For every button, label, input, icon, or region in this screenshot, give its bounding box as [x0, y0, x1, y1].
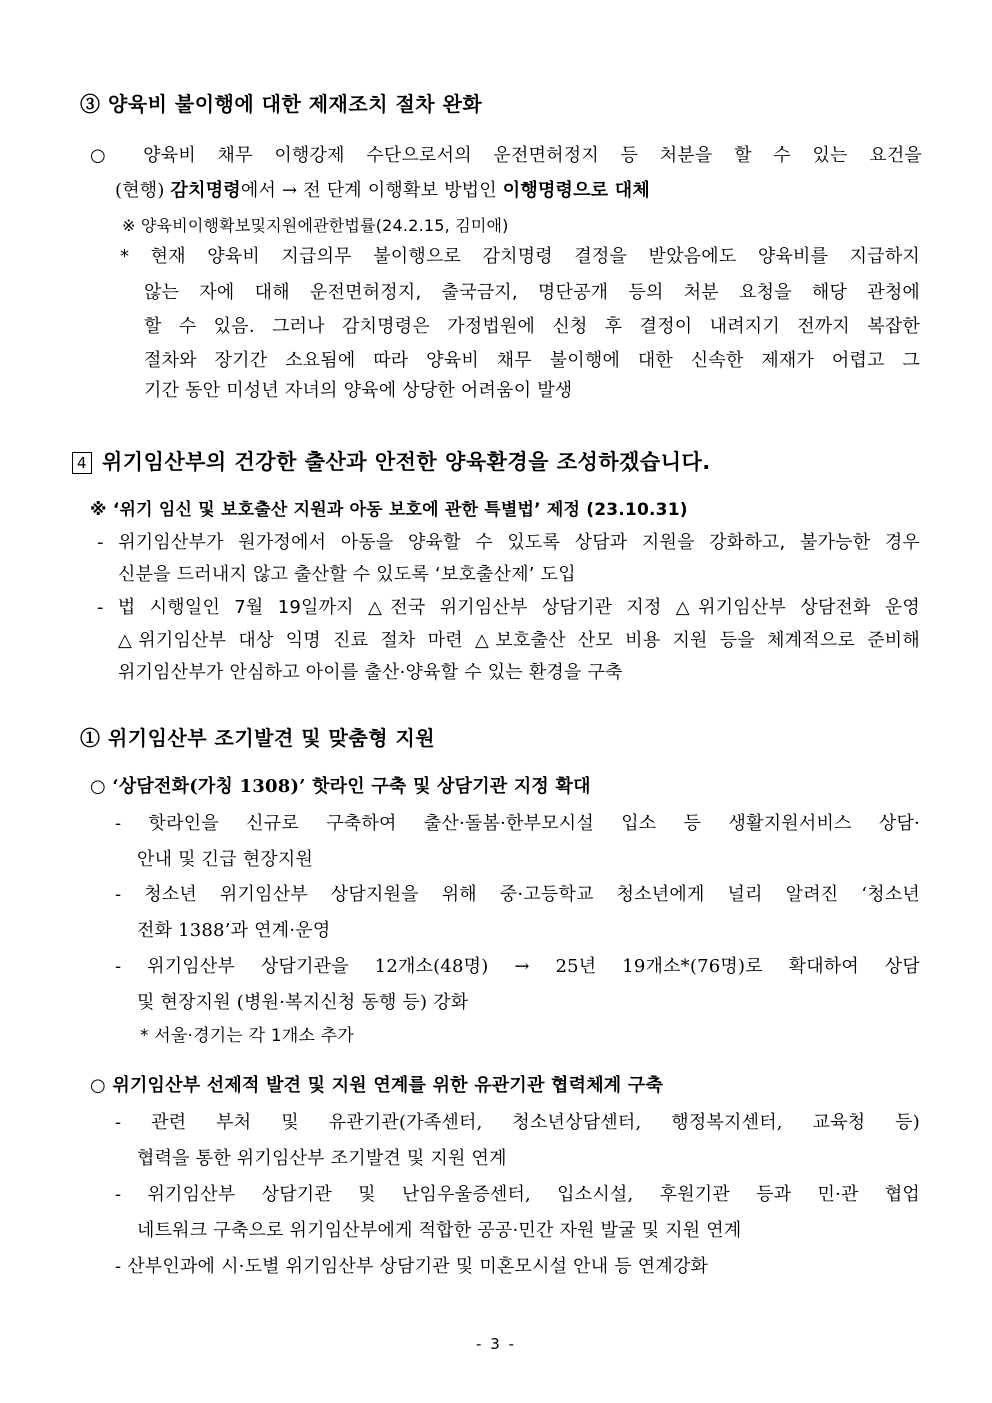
- emphasis-text: 감치명령: [170, 180, 241, 201]
- dash-line: - 위기임산부 상담기관을 12개소(48명) → 25년 19개소*(76명)로 확대하여 상담: [115, 956, 920, 977]
- dash-line: - 위기임산부 상담기관 및 난임우울증센터, 입소시설, 후원기관 등과 민·관 협업: [115, 1184, 920, 1205]
- section-heading: ③ 양육비 불이행에 대한 제재조치 절차 완화: [80, 92, 483, 116]
- section-number-box: 4: [72, 452, 92, 474]
- emphasis-text: 이행명령으로 대체: [502, 180, 650, 201]
- dash-line: - 관련 부처 및 유관기관(가족센터, 청소년상담센터, 행정복지센터, 교육청 등): [115, 1112, 920, 1133]
- dash-line: △위기임산부 대상 익명 진료 절차 마련 △보호출산 산모 비용 지원 등을 체계적으로 준비해: [118, 630, 920, 651]
- text-run: (현행): [115, 180, 171, 201]
- law-reference-note: ※ 양육비이행확보및지원에관한법률(24.2.15, 김미애): [122, 216, 509, 235]
- dash-line: 안내 및 긴급 현장지원: [137, 849, 314, 870]
- footnote-line: * 서울·경기는 각 1개소 추가: [140, 1026, 354, 1046]
- dash-line: 협력을 통한 위기임산부 조기발견 및 지원 연계: [137, 1148, 507, 1169]
- dash-line: - 법 시행일인 7월 19일까지 △전국 위기임산부 상담기관 지정 △위기임산부 상담전화 운영: [97, 597, 920, 618]
- section-heading: ① 위기임산부 조기발견 및 맞춤형 지원: [80, 726, 436, 750]
- text-run: 에서 → 전 단계 이행확보 방법인: [240, 180, 503, 201]
- bullet-heading: ○ 위기임산부 선제적 발견 및 지원 연계를 위한 유관기관 협력체계 구축: [90, 1075, 664, 1096]
- chapter-heading: [72, 450, 711, 475]
- footnote-line: 기간 동안 미성년 자녀의 양육에 상당한 어려움이 발생: [144, 380, 573, 401]
- dash-line: - 산부인과에 시·도별 위기임산부 상담기관 및 미혼모시설 안내 등 연계강화: [115, 1256, 709, 1277]
- page-number: - 3 -: [476, 1335, 516, 1353]
- dash-line: - 청소년 위기임산부 상담지원을 위해 중·고등학교 청소년에게 널리 알려진 ‘청소년: [115, 884, 920, 905]
- footnote-line: * 현재 양육비 지급의무 불이행으로 감치명령 결정을 받았음에도 양육비를 지급하지: [120, 246, 920, 267]
- footnote-line: 할 수 있음. 그러나 감치명령은 가정법원에 신청 후 결정이 내려지기 전까지 복잡한: [144, 316, 920, 337]
- dash-line: - 위기임산부가 원가정에서 아동을 양육할 수 있도록 상담과 지원을 강화하고, 불가능한 경우: [97, 532, 920, 553]
- dash-line: 및 현장지원 (병원·복지신청 동행 등) 강화: [137, 992, 469, 1013]
- law-title: ※ ‘위기 임신 및 보호출산 지원과 아동 보호에 관한 특별법’ 제정 (23.10.31): [90, 500, 688, 520]
- dash-line: 네트워크 구축으로 위기임산부에게 적합한 공공·민간 자원 발굴 및 지원 연계: [137, 1220, 742, 1241]
- bullet-line: [115, 180, 650, 202]
- footnote-line: 절차와 장기간 소요됨에 따라 양육비 채무 불이행에 대한 신속한 제재가 어렵고 그: [144, 350, 920, 371]
- chapter-heading-text: 위기임산부의 건강한 출산과 안전한 양육환경을 조성하겠습니다.: [102, 450, 711, 474]
- bullet-heading: ○ ‘상담전화(가칭 1308)’ 핫라인 구축 및 상담기관 지정 확대: [90, 776, 591, 797]
- dash-line: 신분을 드러내지 않고 출산할 수 있도록 ‘보호출산제’ 도입: [118, 564, 576, 585]
- dash-line: - 핫라인을 신규로 구축하여 출산·돌봄·한부모시설 입소 등 생활지원서비스 상담·: [115, 813, 920, 834]
- dash-line: 전화 1388’과 연계·운영: [137, 920, 331, 941]
- dash-line: 위기임산부가 안심하고 아이를 출산·양육할 수 있는 환경을 구축: [118, 662, 623, 683]
- footnote-line: 않는 자에 대해 운전면허정지, 출국금지, 명단공개 등의 처분 요청을 해당 관청에: [144, 282, 920, 303]
- bullet-line: ○ 양육비 채무 이행강제 수단으로서의 운전면허정지 등 처분을 할 수 있는 요건을: [90, 145, 922, 166]
